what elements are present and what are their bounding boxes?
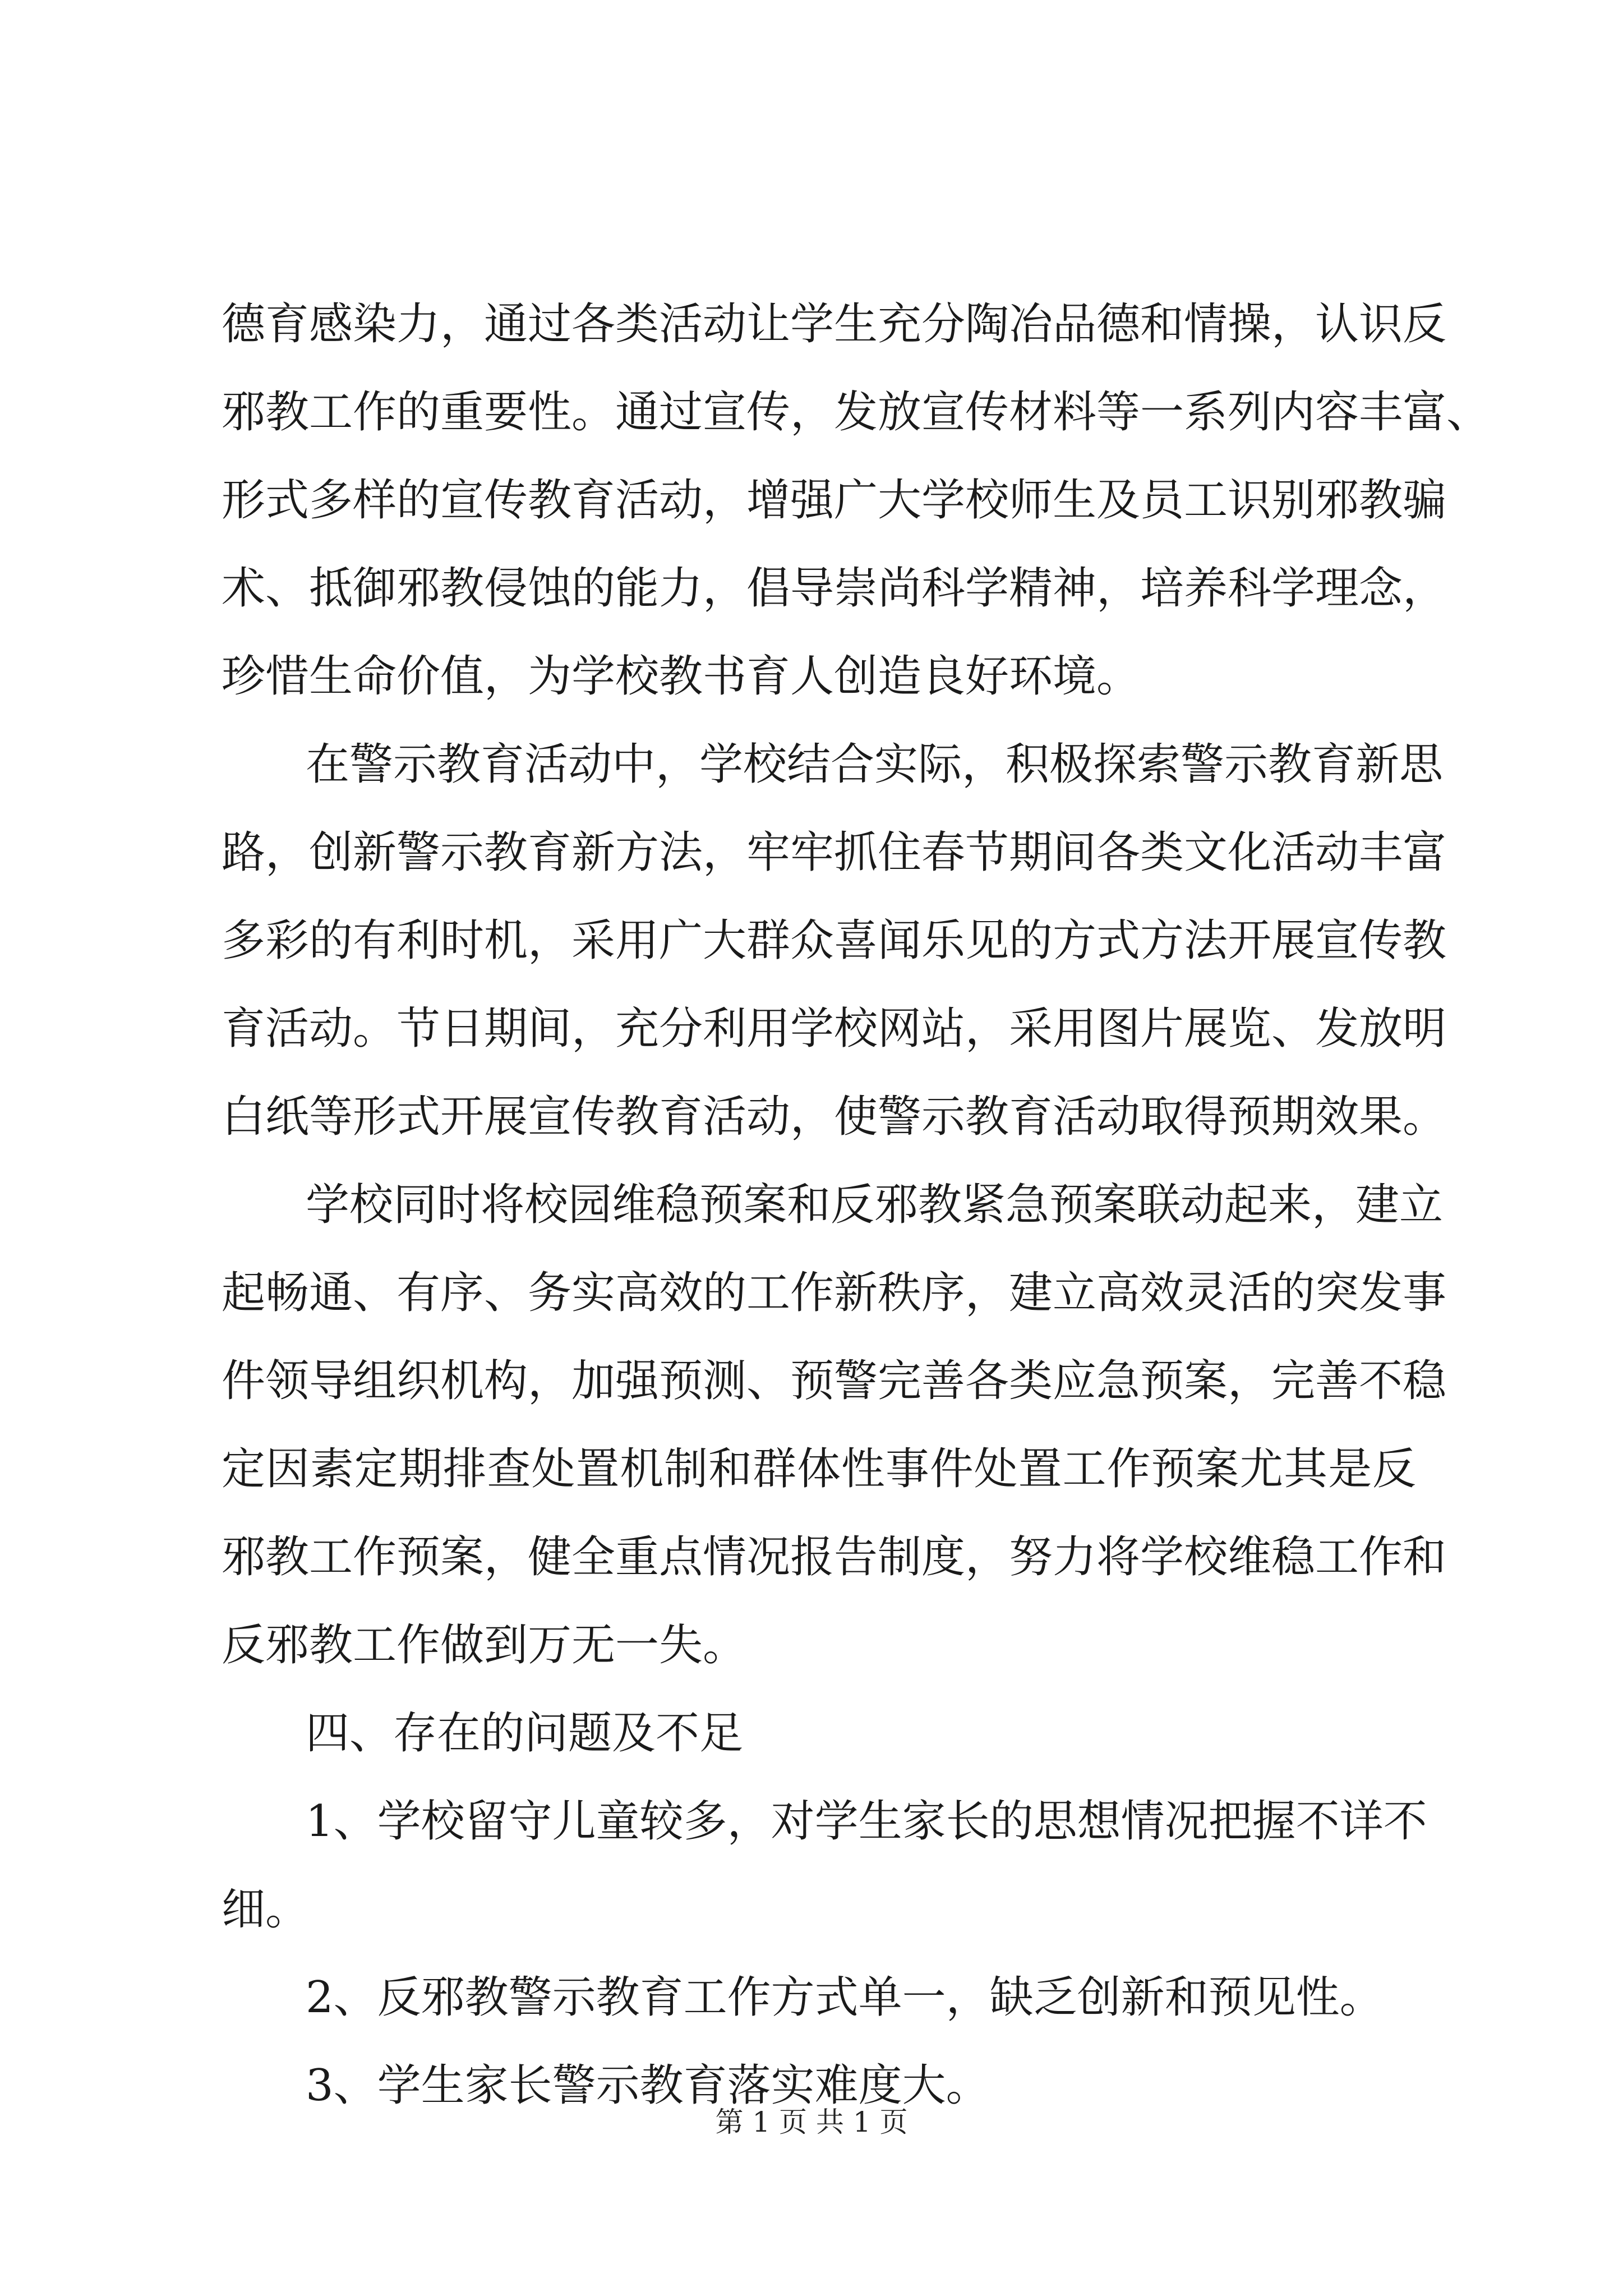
text-line: 1、学校留守儿童较多，对学生家长的思想情况把握不详不 xyxy=(306,1796,1427,1847)
text-line: 多彩的有利时机，采用广大群众喜闻乐见的方式方法开展宣传教 xyxy=(222,915,1447,966)
document-body xyxy=(222,280,1491,2130)
text-line: 路，创新警示教育新方法，牢牢抓住春节期间各类文化活动丰富 xyxy=(222,827,1447,878)
page-footer: 第 1 页 共 1 页 xyxy=(715,2106,908,2138)
text-line: 反邪教工作做到万无一失。 xyxy=(222,1620,747,1671)
text-line: 形式多样的宣传教育活动，增强广大学校师生及员工识别邪教骗 xyxy=(222,475,1447,526)
text-line: 件领导组织机构，加强预测、预警完善各类应急预案，完善不稳 xyxy=(222,1356,1447,1406)
text-line: 邪教工作预案，健全重点情况报告制度，努力将学校维稳工作和 xyxy=(222,1532,1447,1582)
text-line: 德育感染力，通过各类活动让学生充分陶冶品德和情操，认识反 xyxy=(222,299,1447,349)
text-line: 定因素定期排查处置机制和群体性事件处置工作预案尤其是反 xyxy=(222,1444,1416,1494)
text-line: 在警示教育活动中，学校结合实际，积极探索警示教育新思 xyxy=(306,739,1444,790)
text-line: 术、抵御邪教侵蚀的能力，倡导崇尚科学精神，培养科学理念， xyxy=(222,563,1447,614)
text-line: 3、学生家长警示教育落实难度大。 xyxy=(306,2060,990,2111)
text-line: 2、反邪教警示教育工作方式单一，缺乏创新和预见性。 xyxy=(306,1972,1384,2023)
text-line: 起畅通、有序、务实高效的工作新秩序，建立高效灵活的突发事 xyxy=(222,1268,1447,1318)
text-line: 细。 xyxy=(222,1884,310,1935)
text-line: 邪教工作的重要性。通过宣传，发放宣传材料等一系列内容丰富、 xyxy=(222,387,1491,438)
text-line: 四、存在的问题及不足 xyxy=(306,1708,744,1759)
text-line: 珍惜生命价值，为学校教书育人创造良好环境。 xyxy=(222,651,1141,702)
text-line: 学校同时将校园维稳预案和反邪教紧急预案联动起来，建立 xyxy=(306,1180,1444,1230)
text-line: 育活动。节日期间，充分利用学校网站，采用图片展览、发放明 xyxy=(222,1004,1447,1054)
text-line: 白纸等形式开展宣传教育活动，使警示教育活动取得预期效果。 xyxy=(222,1092,1447,1142)
